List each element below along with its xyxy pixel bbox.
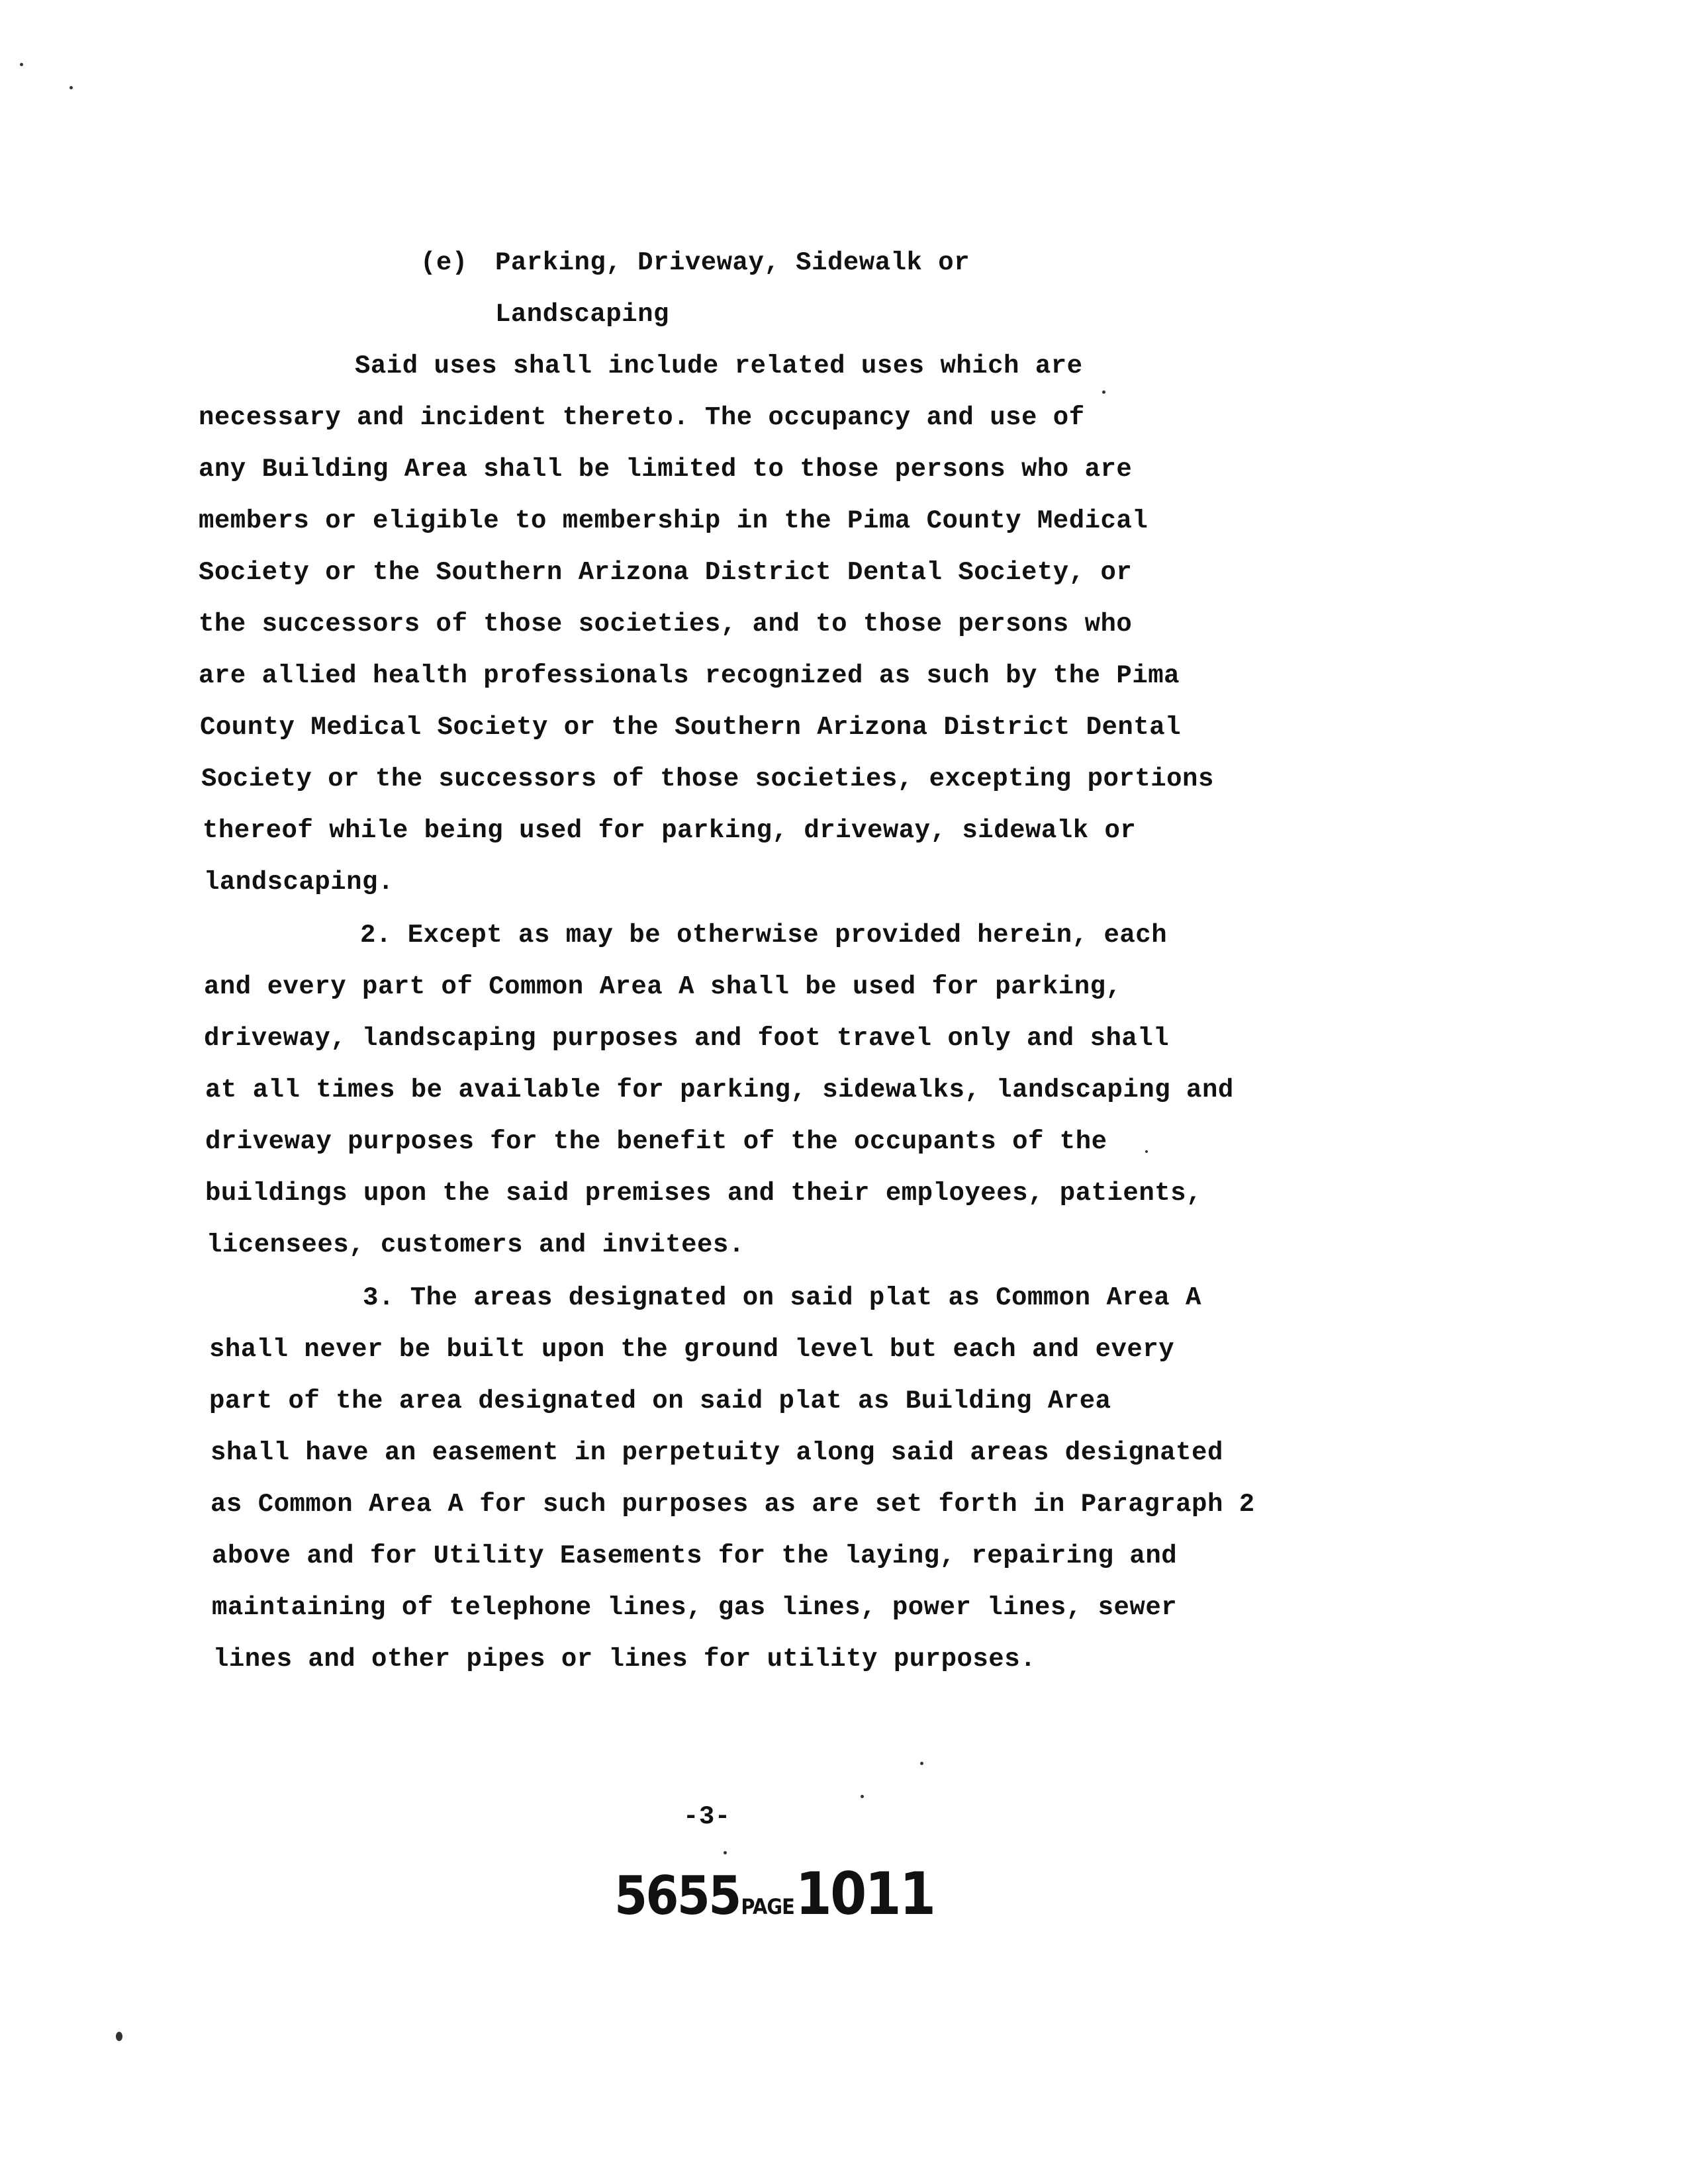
page-number: -3- xyxy=(683,1802,731,1831)
text-line: maintaining of telephone lines, gas lines, power lines, sewer xyxy=(212,1593,1178,1622)
text-line: 2. Except as may be otherwise provided herein, each xyxy=(360,921,1168,950)
scan-speck xyxy=(1102,390,1105,394)
scan-speck xyxy=(724,1851,727,1854)
stamp-page-number: 1011 xyxy=(795,1860,935,1928)
text-line: shall never be built upon the ground level but each and every xyxy=(209,1335,1175,1364)
text-line: at all times be available for parking, sidewalks, landscaping and xyxy=(205,1075,1234,1105)
text-line: above and for Utility Easements for the laying, repairing and xyxy=(212,1541,1178,1570)
text-line: necessary and incident thereto. The occupancy and use of xyxy=(199,403,1085,432)
scan-speck xyxy=(70,86,73,89)
text-line: licensees, customers and invitees. xyxy=(207,1230,745,1259)
stamp-book-number: 5655 xyxy=(614,1865,740,1927)
text-line: buildings upon the said premises and their employees, patients, xyxy=(205,1179,1202,1208)
text-line: and every part of Common Area A shall be used for parking, xyxy=(204,972,1122,1001)
text-line: the successors of those societies, and to those persons who xyxy=(199,610,1133,639)
stamp-page-label: PAGE xyxy=(741,1894,794,1919)
text-line: thereof while being used for parking, driveway, sidewalk or xyxy=(203,816,1137,845)
text-line: driveway purposes for the benefit of the occupants of the xyxy=(205,1127,1107,1156)
recording-stamp xyxy=(614,1860,935,1928)
scan-speck xyxy=(861,1795,864,1798)
text-line: 3. The areas designated on said plat as Common Area A xyxy=(363,1283,1201,1312)
text-line: Said uses shall include related uses which are xyxy=(355,351,1083,381)
text-line: lines and other pipes or lines for utility purposes. xyxy=(213,1645,1036,1674)
section-title-line1: Parking, Driveway, Sidewalk or xyxy=(495,248,970,277)
text-line: members or eligible to membership in the Pima County Medical xyxy=(199,506,1149,535)
text-line: Society or the Southern Arizona District Dental Society, or xyxy=(199,558,1133,587)
text-line: any Building Area shall be limited to those persons who are xyxy=(199,455,1133,484)
text-line: landscaping. xyxy=(204,868,394,897)
text-line: shall have an easement in perpetuity along said areas designated xyxy=(211,1438,1223,1467)
section-marker: (e) xyxy=(420,248,468,277)
section-title-line2: Landscaping xyxy=(495,300,669,329)
text-line: County Medical Society or the Southern Arizona District Dental xyxy=(200,713,1182,742)
text-line: as Common Area A for such purposes as are set forth in Paragraph 2 xyxy=(211,1490,1255,1519)
text-line: part of the area designated on said plat as Building Area xyxy=(209,1387,1111,1416)
scan-speck xyxy=(920,1762,923,1765)
scan-speck xyxy=(20,63,23,66)
text-line: driveway, landscaping purposes and foot travel only and shall xyxy=(204,1024,1170,1053)
text-line: are allied health professionals recognized as such by the Pima xyxy=(199,661,1180,690)
text-line: Society or the successors of those societies, excepting portions xyxy=(201,764,1214,794)
scan-speck xyxy=(1145,1150,1148,1153)
scan-speck xyxy=(116,2032,122,2041)
